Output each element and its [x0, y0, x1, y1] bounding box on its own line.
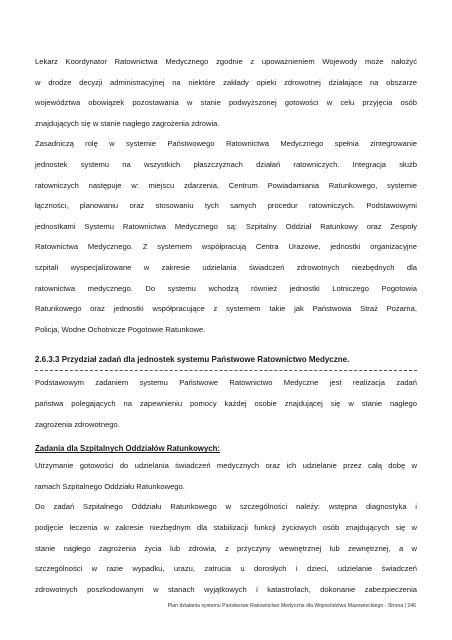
paragraph-line: Zasadniczą rolę w systemie Państwowego Ratownictwa Medycznego spełnia zintegrowanie	[35, 139, 417, 149]
paragraph-line: zagrożenia zdrowotnego.	[35, 419, 120, 429]
paragraph-line: Do zadań Szpitalnego Oddziału Ratunkowego w szczególności należy: wstępna diagnostyka i	[35, 502, 417, 512]
paragraph-line: jednostek systemu na wszystkich płaszczyznach działań ratowniczych. Integracja służb	[35, 160, 417, 169]
paragraph-line: ratowniczych następuje w: miejscu zdarzenia, Centrum Powiadamiania Ratunkowego, systemie	[35, 180, 417, 190]
paragraph-line: Ratownictwa Medycznego. Z systemem współpracują Centra Urazowe, jednostki organizacyjne	[35, 242, 417, 252]
paragraph-line: Podstawowym zadaniem systemu Państwowe Ratownictwo Medyczne jest realizacja zadań	[35, 378, 417, 388]
heading-divider	[35, 370, 417, 371]
paragraph-line: Lekarz Koordynator Ratownictwa Medycznego zgodnie z upoważnieniem Wojewody może nałożyć	[35, 57, 417, 66]
paragraph-line: ratownictwa medycznego. Do systemu wchodzą również jednostki Lotniczego Pogotowia	[35, 283, 417, 293]
paragraph-line: państwa polegających na zapewnieniu pomocy każdej osobie znajdującej się w stanie nagłego	[35, 399, 417, 408]
paragraph-line: szczególności w razie wypadku, urazu, zatrucia u dorosłych i dzieci, udzielanie świadczeń	[35, 564, 417, 574]
paragraph-line: szpitali wyspecjalizowane w zakresie udzielania świadczeń zdrowotnych niezbędnych dla	[35, 263, 417, 272]
paragraph-line: Ratunkowego oraz jednostki współpracujące z systemem takie jak Państwowa Straż Pożarna,	[35, 304, 417, 314]
paragraph-line: łączności, planowaniu oraz stosowaniu tych samych procedur ratowniczych. Podstawowymi	[35, 201, 417, 211]
paragraph-line: w drodze decyzji administracyjnej na niektóre zakłady opieki zdrowotnej działające na obszarze	[35, 77, 417, 87]
paragraph-line: ramach Szpitalnego Oddziału Ratunkowego.	[35, 481, 185, 491]
paragraph-line: województwa obowiązek pozostawania w stanie podwyższonej gotowości w celu przyjęcia osób	[35, 98, 417, 108]
page-footer: Plan działania systemu Państwowe Ratownictwo Medyczne dla Województwa Mazowieckiego - Strona | 246	[167, 603, 416, 609]
paragraph-line: podjęcie leczenia w zakresie niezbędnym dla stabilizacji funkcji życiowych osób znajdujących się w	[35, 523, 417, 532]
section-heading: 2.6.3.3 Przydział zadań dla jednostek systemu Państwowe Ratownictwo Medyczne.	[35, 355, 350, 365]
paragraph-line: znajdujących się w stanie nagłego zagrożenia zdrowia.	[35, 118, 220, 128]
paragraph-line: stanie nagłego zagrożenia życia lub zdrowia, z przyczyny wewnętrznej lub zewnętrznej, a w	[35, 543, 417, 553]
paragraph-line: zdrowotnych poszkodowanym w stanach wyjątkowych i katastrofach, dokonanie zabezpieczenia	[35, 584, 417, 594]
paragraph-line: Utrzymanie gotowości do udzielania świadczeń medycznych oraz ich udzielanie przez całą dobę w	[35, 461, 417, 471]
paragraph-line: Policja, Wodne Ochotnicze Pogotowie Ratunkowe.	[35, 324, 206, 334]
subsection-heading: Zadania dla Szpitalnych Oddziałów Ratunkowych:	[35, 444, 220, 454]
paragraph-line: jednostkami Systemu Ratownictwa Medycznego są: Szpitalny Oddział Ratunkowy oraz Zespoły	[35, 221, 417, 231]
